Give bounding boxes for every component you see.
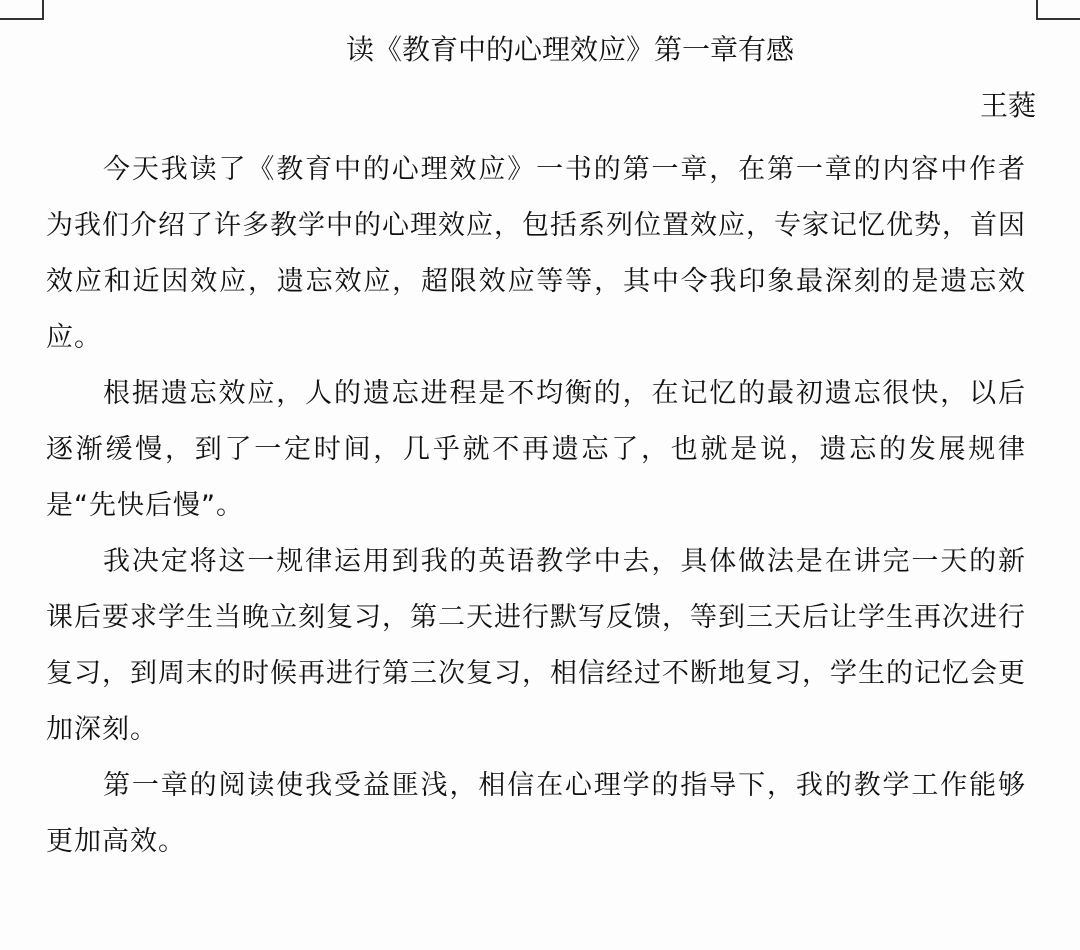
document-body xyxy=(46,142,1026,870)
paragraph-2: 根据遗忘效应，人的遗忘进程是不均衡的，在记忆的最初遗忘很快，以后逐渐缓慢，到了一定时间，几乎就不再遗忘了，也就是说，遗忘的发展规律是“先快后慢”。 xyxy=(46,378,1026,521)
page-corner-mark-top-left xyxy=(0,0,44,20)
paragraph-1: 今天我读了《教育中的心理效应》一书的第一章，在第一章的内容中作者为我们介绍了许多教学中的心理效应，包括系列位置效应，专家记忆优势，首因效应和近因效应，遗忘效应，超限效应等等，其中令我印象最深刻的是遗忘效应。 xyxy=(46,154,1026,353)
paragraph-3: 我决定将这一规律运用到我的英语教学中去，具体做法是在讲完一天的新课后要求学生当晚立刻复习，第二天进行默写反馈，等到三天后让学生再次进行复习，到周末的时候再进行第三次复习，相信经过不断地复习，学生的记忆会更加深刻。 xyxy=(46,546,1026,745)
document-author: 王蕤 xyxy=(979,89,1036,122)
paragraph-4: 第一章的阅读使我受益匪浅，相信在心理学的指导下，我的教学工作能够更加高效。 xyxy=(46,770,1026,857)
page-corner-mark-top-right xyxy=(1036,0,1080,20)
document-title: 读《教育中的心理效应》第一章有感 xyxy=(345,33,794,66)
